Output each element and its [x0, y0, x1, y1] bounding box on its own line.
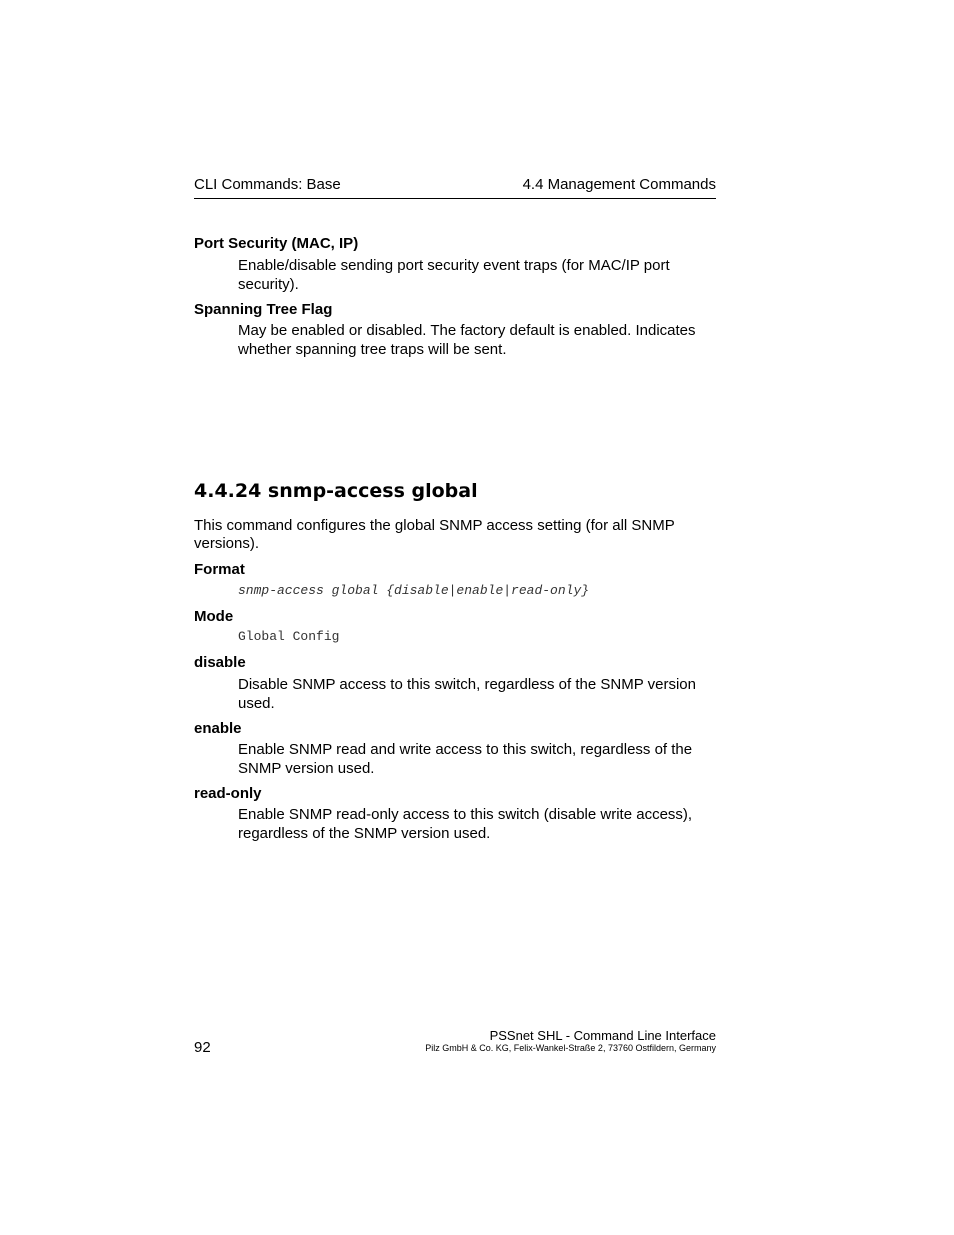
desc-spanning-tree-flag: May be enabled or disabled. The factory default is enabled. Indicates whether spanning tree traps will be sent.	[238, 322, 696, 358]
format-value: snmp-access global {disable|enable|read-only}	[238, 583, 590, 598]
section-intro: This command configures the global SNMP access setting (for all SNMP versions).	[194, 517, 675, 552]
section-title: 4.4.24 snmp-access global	[194, 480, 478, 502]
param-enable-desc: Enable SNMP read and write access to this switch, regardless of the SNMP version used.	[238, 741, 693, 777]
format-label: Format	[194, 561, 245, 578]
param-disable-desc: Disable SNMP access to this switch, regardless of the SNMP version used.	[238, 676, 696, 712]
page-header	[194, 175, 716, 199]
mode-label: Mode	[194, 608, 234, 625]
header-chapter: CLI Commands: Base	[194, 176, 341, 193]
page-number: 92	[194, 1039, 211, 1056]
term-port-security: Port Security (MAC, IP)	[194, 235, 359, 252]
footer-address: Pilz GmbH & Co. KG, Felix-Wankel-Straße 2, 73760 Ostfildern, Germany	[425, 1043, 716, 1053]
mode-value: Global Config	[238, 629, 340, 644]
param-enable-term: enable	[194, 720, 242, 737]
param-disable-term: disable	[194, 654, 246, 671]
param-read-only-term: read-only	[194, 785, 262, 802]
desc-port-security: Enable/disable sending port security event traps (for MAC/IP port security).	[238, 257, 670, 293]
term-spanning-tree-flag: Spanning Tree Flag	[194, 301, 333, 318]
param-read-only-desc: Enable SNMP read-only access to this switch (disable write access), regardless of the SNMP version used.	[238, 806, 693, 842]
footer-doc-title: PSSnet SHL - Command Line Interface	[489, 1028, 716, 1043]
header-section: 4.4 Management Commands	[522, 176, 716, 193]
